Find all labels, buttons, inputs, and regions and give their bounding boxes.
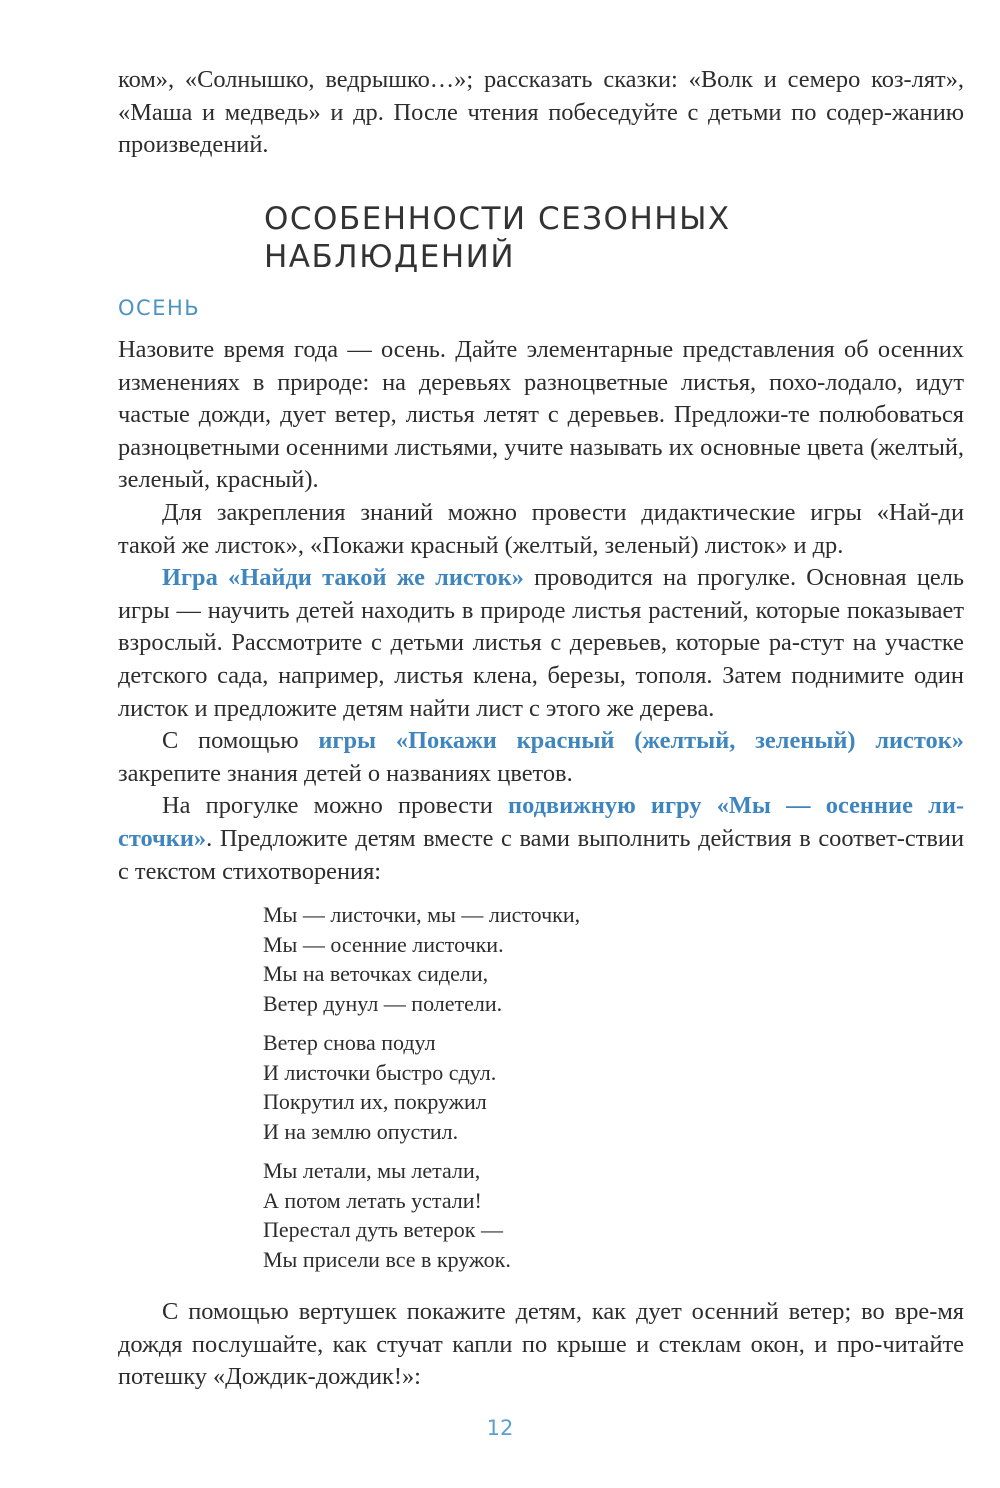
poem-line: Мы присели все в кружок. (263, 1246, 511, 1272)
paragraph-active-game-lead: На прогулке можно провести (162, 792, 509, 820)
poem (118, 900, 964, 1274)
game-title-autumn-leaves: подвижную игру «Мы — осенние ли-сточки» (118, 792, 964, 852)
paragraph-show-leaf-game (118, 725, 964, 790)
section-body (118, 334, 964, 1394)
paragraph-pinwheels: С помощью вертушек покажите детям, как дует осенний ветер; во вре-мя дождя послушайте, как стучат капли по крыше и стеклам окон, и про-читайте потешку «Дождик-дождик!»: (118, 1298, 964, 1391)
poem-line: Покрутил их, покружил (263, 1089, 487, 1115)
poem-line: И на землю опустил. (263, 1118, 459, 1144)
poem-line: Ветер снова подул (263, 1030, 436, 1056)
poem-stanza-3 (263, 1156, 964, 1274)
poem-line: И листочки быстро сдул. (263, 1059, 497, 1085)
poem-line: Мы летали, мы летали, (263, 1158, 481, 1184)
paragraph-find-leaf-text: проводится на прогулке. Основная цель игры — научить детей находить в природе листья растений, которые показывает взрослый. Рассмотрите с детьми листья с деревьев, которые ра-стут на участке детского сада, например, листья клена, березы, тополя. Затем поднимите один листок и предложите детям найти лист с этого же дерева. (118, 564, 964, 722)
poem-line: А потом летать устали! (263, 1187, 482, 1213)
poem-line: Мы — осенние листочки. (263, 931, 504, 957)
section-title-line-1: ОСОБЕННОСТИ СЕЗОННЫХ (264, 201, 731, 237)
paragraph-active-game (118, 790, 964, 888)
poem-line: Перестал дуть ветерок — (263, 1217, 503, 1243)
section-title-line-2: НАБЛЮДЕНИЙ (264, 239, 516, 275)
season-subtitle: ОСЕНЬ (118, 296, 201, 320)
poem-line: Мы — листочки, мы — листочки, (263, 902, 581, 928)
poem-stanza-2 (263, 1028, 964, 1146)
section-title (264, 200, 864, 276)
game-title-find-leaf: Игра «Найди такой же листок» (162, 564, 524, 592)
paragraph-autumn-intro: Назовите время года — осень. Дайте элементарные представления об осенних изменениях в природе: на деревьях разноцветные листья, похо-лодало, идут частые дожди, дует ветер, листья летят с деревьев. Предложи-те полюбоваться разноцветными осенними листьями, учите называть их основные цвета (желтый, зеленый, красный). (118, 336, 964, 494)
intro-paragraph: ком», «Солнышко, ведрышко…»; рассказать сказки: «Волк и семеро коз-лят», «Маша и медведь» и др. После чтения побеседуйте с детьми по содер-жанию произведений. (118, 66, 964, 159)
paragraph-find-leaf-game (118, 562, 964, 725)
paragraph-show-leaf-text: закрепите знания детей о названиях цветов. (118, 759, 573, 787)
paragraph-didactic-games: Для закрепления знаний можно провести дидактические игры «Най-ди такой же листок», «Покажи красный (желтый, зеленый) листок» и др. (118, 498, 964, 559)
poem-line: Ветер дунул — полетели. (263, 990, 503, 1016)
page-number: 12 (486, 1416, 514, 1440)
poem-stanza-1 (263, 900, 964, 1018)
paragraph-active-game-text: . Предложите детям вместе с вами выполнить действия в соответ-ствии с текстом стихотворения: (118, 824, 964, 885)
paragraph-show-leaf-lead: С помощью (162, 727, 319, 755)
poem-line: Мы на веточках сидели, (263, 961, 489, 987)
game-title-show-leaf: игры «Покажи красный (желтый, зеленый) листок» (318, 727, 964, 755)
